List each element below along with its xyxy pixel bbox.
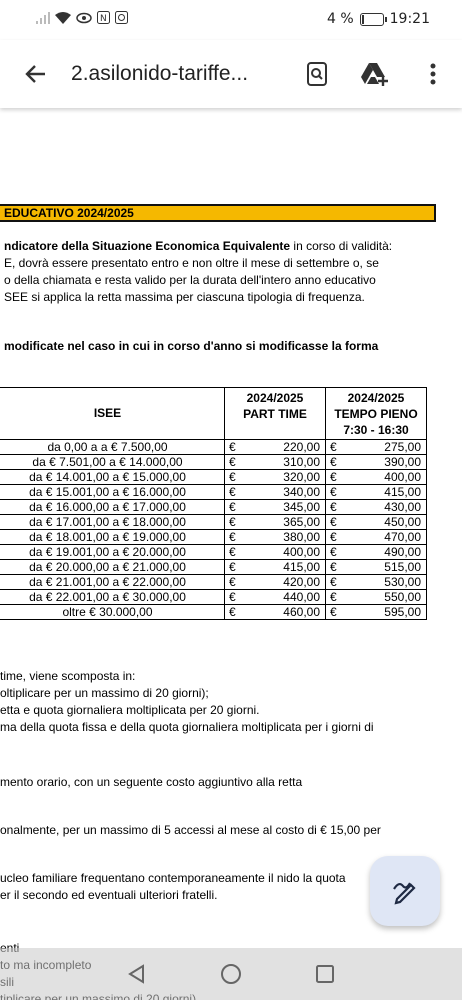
text-line: mento orario, con un seguente costo aggiuntivo alla retta (0, 775, 303, 789)
currency-symbol: € (229, 484, 236, 499)
status-bar (0, 0, 462, 40)
fee-value (227, 531, 323, 544)
currency-symbol: € (229, 574, 236, 589)
fee-row (0, 440, 427, 455)
fee-value (227, 441, 323, 454)
battery-level (362, 15, 364, 24)
fee-value (227, 486, 323, 499)
amount: 530,00 (384, 574, 421, 589)
eye-icon (76, 12, 92, 24)
amount: 430,00 (384, 499, 421, 514)
text-line: etta e quota giornaliera moltiplicata per 20 giorni. (0, 703, 260, 717)
amount: 420,00 (283, 574, 320, 589)
tempo-pieno-fee-cell (326, 485, 427, 500)
fee-value (328, 456, 424, 469)
clock: 19:21 (389, 11, 430, 27)
fee-value (328, 516, 424, 529)
fee-row (0, 515, 427, 530)
currency-symbol: € (330, 514, 337, 529)
amount: 345,00 (283, 499, 320, 514)
amount: 550,00 (384, 589, 421, 604)
currency-symbol: € (330, 454, 337, 469)
currency-symbol: € (229, 604, 236, 619)
part-time-fee-cell (225, 575, 326, 590)
header-tempo-pieno (326, 388, 427, 440)
fee-value (227, 576, 323, 589)
search-in-document-button[interactable] (288, 40, 346, 108)
currency-symbol: € (229, 544, 236, 559)
fee-value (227, 546, 323, 559)
back-arrow-icon (25, 63, 47, 85)
wifi-icon (55, 12, 71, 24)
fee-value (328, 501, 424, 514)
fee-value (227, 501, 323, 514)
fee-value (227, 591, 323, 604)
currency-symbol: € (330, 484, 337, 499)
more-options-button[interactable] (404, 40, 462, 108)
amount: 380,00 (283, 529, 320, 544)
amount: 220,00 (283, 439, 320, 454)
part-time-fee-cell (225, 440, 326, 455)
pen-edit-icon (391, 877, 419, 905)
currency-symbol: € (330, 499, 337, 514)
amount: 595,00 (384, 604, 421, 619)
amount: 415,00 (384, 484, 421, 499)
currency-symbol: € (229, 559, 236, 574)
fee-value (328, 471, 424, 484)
part-time-fee-cell (225, 590, 326, 605)
bold-phrase: ndicatore della Situazione Economica Equivalente (4, 239, 291, 253)
amount: 275,00 (384, 439, 421, 454)
annotate-button[interactable] (370, 856, 440, 926)
fee-value (328, 486, 424, 499)
fee-row (0, 530, 427, 545)
text-line: onalmente, per un massimo di 5 accessi al mese al costo di € 15,00 per (0, 823, 381, 837)
currency-symbol: € (229, 589, 236, 604)
currency-symbol: € (229, 499, 236, 514)
nav-back-button[interactable] (125, 962, 149, 986)
part-time-fee-cell (225, 605, 326, 620)
tempo-pieno-fee-cell (326, 500, 427, 515)
amount: 320,00 (283, 469, 320, 484)
fee-value (328, 591, 424, 604)
tempo-pieno-fee-cell (326, 530, 427, 545)
currency-symbol: € (229, 469, 236, 484)
paragraph-line: o della chiamata e resta valido per la durata dell'intero anno educativo (4, 273, 376, 287)
part-time-fee-cell (225, 530, 326, 545)
header-year: 2024/2025 (246, 391, 304, 405)
text-span: in corso di validità: (290, 239, 393, 253)
paragraph-line: SEE si applica la retta massima per ciascuna tipologia di frequenza. (4, 290, 365, 304)
amount: 310,00 (283, 454, 320, 469)
fee-rows (0, 440, 427, 620)
isee-range-cell: da € 20.000,00 a € 21.000,00 (0, 560, 225, 575)
isee-range-cell: oltre € 30.000,00 (0, 605, 225, 620)
status-icons-right (327, 11, 430, 27)
tempo-pieno-fee-cell (326, 470, 427, 485)
fee-row (0, 560, 427, 575)
part-time-fee-cell (225, 485, 326, 500)
fee-value (328, 606, 424, 619)
alarm-icon (115, 11, 128, 24)
document-title: 2.asilonido-tariffe... (71, 62, 249, 85)
fee-value (227, 471, 323, 484)
header-label: PART TIME (243, 407, 307, 421)
currency-symbol: € (229, 514, 236, 529)
currency-symbol: € (229, 439, 236, 454)
status-icons-left (36, 11, 128, 24)
isee-range-cell: da € 15.001,00 a € 16.000,00 (0, 485, 225, 500)
system-nav-bar (0, 948, 462, 1000)
tempo-pieno-fee-cell (326, 515, 427, 530)
isee-range-cell: da € 22.001,00 a € 30.000,00 (0, 590, 225, 605)
drive-add-icon (361, 62, 389, 86)
fee-row (0, 575, 427, 590)
more-vert-icon (430, 63, 436, 85)
isee-range-cell: da € 17.001,00 a € 18.000,00 (0, 515, 225, 530)
circle-home-icon (220, 963, 242, 985)
amount: 470,00 (384, 529, 421, 544)
currency-symbol: € (330, 544, 337, 559)
currency-symbol: € (229, 529, 236, 544)
amount: 365,00 (283, 514, 320, 529)
fee-row (0, 545, 427, 560)
currency-symbol: € (330, 559, 337, 574)
part-time-fee-cell (225, 560, 326, 575)
part-time-fee-cell (225, 500, 326, 515)
isee-range-cell: da € 16.000,00 a € 17.000,00 (0, 500, 225, 515)
fee-value (227, 516, 323, 529)
isee-range-cell: da € 21.001,00 a € 22.000,00 (0, 575, 225, 590)
fee-value (328, 546, 424, 559)
tempo-pieno-fee-cell (326, 455, 427, 470)
isee-fee-table (0, 387, 427, 620)
header-hours: 7:30 - 16:30 (343, 423, 409, 437)
amount: 440,00 (283, 589, 320, 604)
fee-row (0, 470, 427, 485)
part-time-fee-cell (225, 470, 326, 485)
nfc-icon (97, 11, 110, 24)
app-actions (288, 40, 462, 108)
tempo-pieno-fee-cell (326, 440, 427, 455)
fee-value (227, 561, 323, 574)
currency-symbol: € (330, 604, 337, 619)
tempo-pieno-fee-cell (326, 560, 427, 575)
fee-row (0, 605, 427, 620)
fee-value (328, 531, 424, 544)
back-button[interactable] (0, 40, 71, 108)
amount: 390,00 (384, 454, 421, 469)
text-line: ma della quota fissa e della quota giornaliera moltiplicata per i giorni di (0, 720, 374, 734)
part-time-fee-cell (225, 545, 326, 560)
tempo-pieno-fee-cell (326, 575, 427, 590)
header-label: TEMPO PIENO (334, 407, 418, 421)
fee-row (0, 455, 427, 470)
currency-symbol: € (330, 469, 337, 484)
document-search-icon (306, 61, 328, 87)
amount: 415,00 (283, 559, 320, 574)
battery-percent: 4 % (326, 11, 354, 27)
paragraph-line: E, dovrà essere presentato entro e non oltre il mese di settembre o, se (4, 256, 379, 270)
amount: 515,00 (384, 559, 421, 574)
tempo-pieno-fee-cell (326, 545, 427, 560)
amount: 460,00 (283, 604, 320, 619)
text-line: oltiplicare per un massimo di 20 giorni); (0, 686, 209, 700)
paragraph-line (4, 238, 434, 255)
part-time-fee-cell (225, 515, 326, 530)
fee-row (0, 500, 427, 515)
fee-value (328, 576, 424, 589)
fee-value (328, 561, 424, 574)
currency-symbol: € (330, 589, 337, 604)
fee-value (227, 456, 323, 469)
isee-range-cell: da € 14.001,00 a € 15.000,00 (0, 470, 225, 485)
isee-range-cell: da € 7.501,00 a € 14.000,00 (0, 455, 225, 470)
header-year: 2024/2025 (347, 391, 405, 405)
tempo-pieno-fee-cell (326, 605, 427, 620)
fee-row (0, 485, 427, 500)
amount: 490,00 (384, 544, 421, 559)
part-time-fee-cell (225, 455, 326, 470)
currency-symbol: € (330, 574, 337, 589)
svg-text:N: N (100, 14, 107, 24)
text-line: er il secondo ed eventuali ulteriori fratelli. (0, 888, 218, 902)
currency-symbol: € (229, 454, 236, 469)
fee-value (227, 606, 323, 619)
header-part-time (225, 388, 326, 440)
add-to-drive-button[interactable] (346, 40, 404, 108)
nav-home-button[interactable] (219, 962, 243, 986)
triangle-back-icon (127, 964, 147, 984)
text-line: ucleo familiare frequentano contemporaneamente il nido la quota (0, 871, 346, 885)
section-heading: EDUCATIVO 2024/2025 (0, 204, 436, 222)
currency-symbol: € (330, 439, 337, 454)
amount: 340,00 (283, 484, 320, 499)
text-line: time, viene scomposta in: (0, 669, 136, 683)
fee-value (328, 441, 424, 454)
isee-range-cell: da € 19.001,00 a € 20.000,00 (0, 545, 225, 560)
currency-symbol: € (330, 529, 337, 544)
isee-range-cell: da € 18.001,00 a € 19.000,00 (0, 530, 225, 545)
square-recents-icon (315, 964, 335, 984)
battery-icon (360, 13, 384, 26)
isee-range-cell: da 0,00 a a € 7.500,00 (0, 440, 225, 455)
header-isee: ISEE (0, 388, 225, 440)
app-bar (0, 40, 462, 108)
nav-recents-button[interactable] (313, 962, 337, 986)
amount: 400,00 (283, 544, 320, 559)
tempo-pieno-fee-cell (326, 590, 427, 605)
paragraph-bold: modificate nel caso in cui in corso d'anno si modificasse la forma (4, 339, 379, 353)
amount: 400,00 (384, 469, 421, 484)
amount: 450,00 (384, 514, 421, 529)
fee-row (0, 590, 427, 605)
signal-icon (36, 12, 50, 24)
